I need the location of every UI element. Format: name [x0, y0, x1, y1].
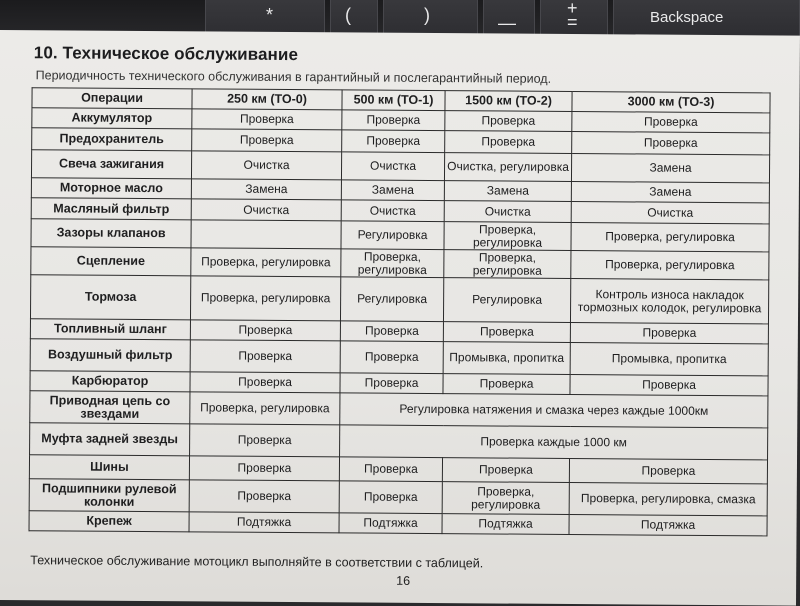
- table-cell: Проверка, регулировка: [442, 482, 569, 515]
- operation-cell: Моторное масло: [31, 178, 191, 199]
- operation-cell: Зазоры клапанов: [31, 219, 191, 248]
- table-cell: Проверка: [190, 424, 340, 457]
- backspace-key-label: Backspace: [650, 9, 724, 26]
- table-cell: Проверка, регулировка: [191, 248, 341, 277]
- table-cell: Проверка: [340, 321, 443, 342]
- asterisk-key-label: *: [266, 5, 274, 25]
- table-cell: Проверка: [190, 340, 340, 373]
- operation-cell: Предохранитель: [32, 128, 192, 151]
- section-heading: 10. Техническое обслуживание: [33, 43, 299, 65]
- table-cell: Проверка: [445, 111, 572, 132]
- table-cell: Проверка, регулировка: [190, 392, 340, 425]
- operation-cell: Масляный фильтр: [31, 198, 191, 220]
- table-cell: Проверка: [339, 457, 442, 482]
- operation-cell: Топливный шланг: [30, 319, 190, 340]
- table-cell: Проверка, регулировка: [571, 250, 769, 279]
- table-row: [30, 339, 768, 376]
- operation-cell: Аккумулятор: [32, 108, 192, 129]
- table-cell: Замена: [571, 153, 769, 182]
- plus-equals-key-label: + =: [567, 0, 578, 32]
- table-cell: Проверка: [445, 131, 572, 154]
- table-row: [29, 511, 767, 536]
- table-cell: Подтяжка: [189, 512, 339, 533]
- table-cell: Проверка: [442, 458, 569, 483]
- table-cell: Проверка: [342, 130, 445, 153]
- table-cell: Проверка: [443, 374, 570, 395]
- table-cell: Подтяжка: [442, 514, 569, 535]
- operation-cell: Крепеж: [29, 511, 189, 532]
- operation-cell: Приводная цепь со звездами: [30, 391, 190, 424]
- table-cell: Очистка: [341, 152, 444, 181]
- table-cell: Проверка: [443, 322, 570, 343]
- table-cell: Подтяжка: [339, 513, 442, 534]
- table-cell: Проверка: [340, 373, 443, 394]
- table-cell: Очистка: [444, 201, 571, 223]
- table-cell: Проверка, регулировка: [444, 250, 571, 279]
- table-cell: Промывка, пропитка: [443, 342, 570, 375]
- close-paren-key-label: ): [424, 5, 430, 25]
- table-row: [30, 423, 768, 460]
- table-cell: Проверка: [572, 111, 770, 132]
- table-cell: Контроль износа накладок тормозных колодок, регулировка: [570, 278, 768, 323]
- footer-note: Техническое обслуживание мотоцикл выполняйте в соответствии с таблицей.: [30, 553, 484, 571]
- operation-cell: Подшипники рулевой колонки: [29, 479, 189, 512]
- operation-cell: Шины: [29, 455, 189, 480]
- table-cell: Очистка, регулировка: [444, 153, 571, 182]
- operation-cell: Тормоза: [30, 275, 190, 320]
- table-cell: Проверка, регулировка: [571, 222, 769, 251]
- table-row: [30, 275, 768, 324]
- table-cell: Проверка, регулировка: [190, 276, 340, 321]
- table-cell: Проверка: [190, 320, 340, 341]
- table-cell: Проверка, регулировка: [341, 249, 444, 278]
- table-cell: Проверка: [572, 131, 770, 154]
- table-cell: Проверка, регулировка, смазка: [569, 482, 767, 515]
- operation-cell: Карбюратор: [30, 371, 190, 392]
- open-paren-key-label: (: [345, 5, 351, 25]
- table-row: [30, 391, 768, 428]
- table-cell: [191, 220, 341, 249]
- operation-cell: Воздушный фильтр: [30, 339, 190, 372]
- table-cell: Замена: [444, 181, 571, 202]
- table-cell: Регулировка: [443, 278, 570, 323]
- operation-cell: Сцепление: [31, 247, 191, 276]
- page-number: 16: [396, 573, 411, 588]
- table-cell: Проверка: [189, 480, 339, 513]
- table-cell: Проверка: [340, 341, 443, 374]
- header-operations: Операции: [32, 88, 192, 109]
- table-cell: Очистка: [341, 200, 444, 222]
- table-cell: Регулировка: [340, 277, 443, 322]
- table-cell: Проверка: [339, 481, 442, 514]
- table-cell: Промывка, пропитка: [570, 342, 768, 375]
- operation-cell: Муфта задней звезды: [30, 423, 190, 456]
- table-row: [29, 479, 767, 516]
- table-cell: Проверка: [570, 322, 768, 343]
- document-page: [0, 30, 800, 606]
- operation-cell: Свеча зажигания: [31, 150, 191, 179]
- maintenance-table: [29, 87, 771, 536]
- header-to2: 1500 км (ТО-2): [445, 91, 572, 112]
- table-cell: Регулировка: [341, 221, 444, 250]
- section-subtitle: Периодичность технического обслуживания в гарантийный и послегарантийный период.: [35, 68, 552, 86]
- table-cell: Проверка: [569, 458, 767, 483]
- table-cell: Очистка: [191, 199, 341, 221]
- header-to1: 500 км (ТО-1): [342, 90, 445, 111]
- table-cell: Проверка: [570, 374, 768, 395]
- table-cell: Проверка: [189, 456, 339, 481]
- table-cell: Замена: [341, 180, 444, 201]
- table-cell: Замена: [191, 179, 341, 200]
- table-cell: Проверка: [192, 109, 342, 130]
- table-cell: Проверка, регулировка: [444, 222, 571, 251]
- header-to3: 3000 км (ТО-3): [572, 91, 770, 112]
- header-to0: 250 км (ТО-0): [192, 89, 342, 110]
- table-cell: Проверка: [342, 110, 445, 131]
- table-cell: Очистка: [571, 201, 769, 223]
- table-cell: Замена: [571, 181, 769, 202]
- merged-cell: Регулировка натяжения и смазка через каждые 1000км: [340, 393, 768, 428]
- table-cell: Очистка: [191, 151, 341, 180]
- minus-key-label: —: [498, 13, 516, 33]
- table-cell: Подтяжка: [569, 514, 767, 535]
- table-cell: Проверка: [192, 129, 342, 152]
- merged-cell: Проверка каждые 1000 км: [340, 425, 768, 460]
- table-cell: Проверка: [190, 372, 340, 393]
